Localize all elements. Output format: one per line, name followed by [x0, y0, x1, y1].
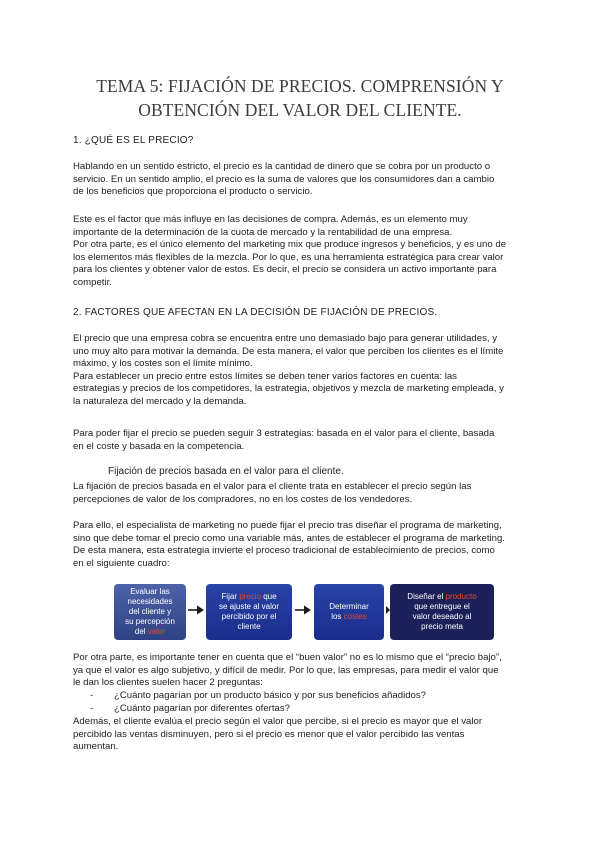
text-line: sino que debe tomar el precio como una variable más, antes de establecer el programa de marketing. [73, 532, 505, 544]
text-line: máximo, y los costes son el límite mínimo. [73, 358, 253, 370]
diagram-step-design-product [390, 584, 494, 640]
text-line: la naturaleza del mercado y la demanda. [73, 395, 247, 407]
diagram-text: Diseñar el [407, 592, 446, 601]
text-line: Además, el cliente evalúa el precio según el valor que percibe, si el precio es mayor que el valor [73, 716, 483, 727]
diagram-highlight: valor [147, 627, 166, 636]
title-line-2: OBTENCIÓN DEL VALOR DEL CLIENTE. [138, 100, 462, 120]
text-line: servicio. En un sentido amplio, el precio es la suma de valores que los consumidores dan a cambio [73, 173, 495, 185]
text-line: percepciones de valor de los compradores, no en los costes de los vendedores. [73, 493, 413, 505]
section-1-heading: 1. ¿QUÉ ES EL PRECIO? [73, 135, 194, 146]
bullet: - [90, 703, 94, 714]
diagram-text [221, 592, 276, 602]
text-line: De esta manera, esta estrategia invierte el proceso tradicional de establecimiento de precios, como [73, 545, 495, 557]
section-1-paragraph-2 [73, 214, 531, 290]
diagram-text: del [134, 627, 148, 636]
list-item [90, 690, 426, 703]
text-line: aumentan. [73, 741, 119, 753]
diagram-text: Fijar [221, 592, 240, 601]
text-line: estrategias y precios de los competidores, la estrategia, objetivos y mezcla de marketing empleada, y [73, 383, 504, 395]
text-line: Por otra parte, es el único elemento del marketing mix que produce ingresos y beneficios, y es uno de [73, 239, 507, 251]
diagram-step-set-price [206, 584, 292, 640]
diagram-highlight: precio [239, 592, 261, 601]
text-line: Hablando en un sentido estricto, el precio es la cantidad de dinero que se cobra por un producto o [73, 161, 491, 172]
section-2-paragraph-2 [73, 428, 531, 453]
section-2-heading: 2. FACTORES QUE AFECTAN EN LA DECISIÓN DE FIJACIÓN DE PRECIOS. [73, 307, 438, 318]
diagram-text: su percepción [125, 617, 175, 626]
page-title [60, 74, 540, 122]
diagram-text: que [261, 592, 277, 601]
text-line: los elementos más flexibles de la mezcla. Por lo que, es una herramienta estratégica para crear valor [73, 251, 504, 263]
diagram-text: cliente [237, 622, 261, 631]
text-line: percibido las ventas disminuyen, pero si el precio es menor que el valor percibido las ventas [73, 728, 465, 740]
diagram-text: valor deseado al [412, 612, 472, 621]
text-line: de los beneficios que proporciona el producto o servicio. [73, 186, 313, 198]
question-text: ¿Cuánto pagarían por un producto básico y por sus beneficios añadidos? [114, 690, 426, 701]
text-line: importante de la determinación de la cuota de mercado y la rentabilidad de una empresa. [73, 226, 453, 238]
subsection-heading: Fijación de precios basada en el valor para el cliente. [108, 466, 344, 477]
diagram-text [407, 592, 476, 602]
diagram-text: Evaluar las [130, 587, 170, 596]
text-line: le dan los clientes suelen hacer 2 preguntas: [73, 677, 263, 689]
diagram-text: precio meta [421, 622, 463, 631]
section-1-paragraph-1 [73, 161, 531, 199]
diagram-text: se ajuste al valor [218, 602, 280, 611]
arrow-right-icon [188, 604, 204, 616]
bullet: - [90, 690, 94, 701]
diagram-step-determine-costs [314, 584, 384, 640]
diagram-text: los [331, 612, 344, 621]
title-line-1: TEMA 5: FIJACIÓN DE PRECIOS. COMPRENSIÓN Y [96, 76, 504, 96]
diagram-highlight: producto [445, 592, 477, 601]
text-line: uno muy alto para motivar la demanda. De esta manera, el valor que perciben los clientes es el límite [73, 345, 504, 357]
section-2-paragraph-6 [73, 716, 531, 754]
pricing-process-diagram [114, 584, 494, 640]
text-line: La fijación de precios basada en el valor para el cliente trata en establecer el precio según las [73, 481, 472, 492]
text-line: Para poder fijar el precio se pueden seguir 3 estrategias: basada en el valor para el cliente, basada [73, 428, 495, 439]
list-item [90, 703, 290, 716]
section-2-paragraph-4 [73, 520, 531, 570]
arrow-right-icon [295, 604, 311, 616]
section-2-paragraph-3 [73, 481, 531, 506]
text-line: Por otra parte, es importante tener en cuenta que el “buen valor” no es lo mismo que el “precio bajo”, [73, 652, 502, 663]
question-text: ¿Cuánto pagarían por diferentes ofertas? [114, 703, 290, 714]
diagram-highlight: costes [343, 612, 367, 621]
diagram-text: necesidades [127, 597, 173, 606]
text-line: ya que el valor es algo subjetivo, y difícil de medir. Por lo que, las empresas, para medir el valor que [73, 664, 499, 676]
text-line: El precio que una empresa cobra se encuentra entre uno demasiado bajo para generar utilidades, y [73, 333, 497, 344]
text-line: Para establecer un precio entre estos límites se deben tener varios factores en cuenta: las [73, 370, 457, 382]
diagram-text [135, 627, 165, 637]
text-line: Este es el factor que más influye en las decisiones de compra. Además, es un elemento muy [73, 214, 468, 225]
text-line: en el siguiente cuadro: [73, 557, 170, 569]
text-line: competir. [73, 276, 112, 288]
diagram-text: percibido por el [221, 612, 277, 621]
diagram-step-evaluate-needs [114, 584, 186, 640]
diagram-text: del cliente y [128, 607, 172, 616]
diagram-text [331, 612, 367, 622]
diagram-text: Determinar [329, 602, 369, 611]
section-2-paragraph-1 [73, 333, 531, 409]
text-line: Para ello, el especialista de marketing no puede fijar el precio tras diseñar el programa de marketing, [73, 520, 502, 531]
diagram-text: que entregue el [414, 602, 470, 611]
section-2-paragraph-5 [73, 652, 531, 690]
text-line: para los clientes y obtener valor de estos. Es decir, el precio se considera un activo importante para [73, 264, 497, 276]
text-line: en el coste y basada en la competencia. [73, 440, 245, 452]
